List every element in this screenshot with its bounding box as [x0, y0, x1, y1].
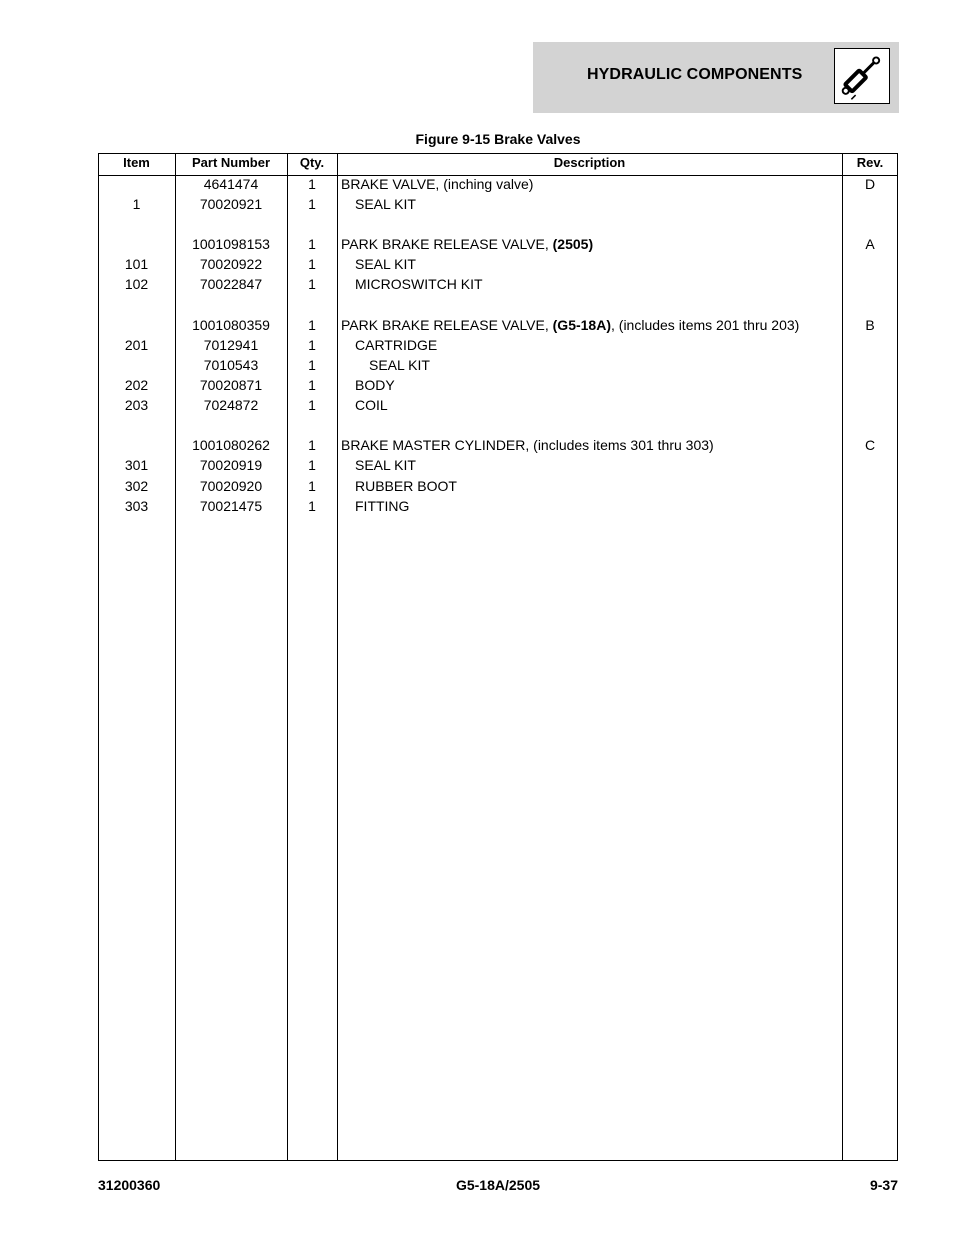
description-cell	[341, 395, 855, 415]
column-header-description: Description	[553, 155, 626, 170]
column-divider	[337, 153, 338, 1161]
qty-cell: 1	[308, 256, 316, 272]
qty-cell: 1	[308, 437, 316, 453]
table-row	[98, 455, 898, 475]
description-text: RUBBER BOOT	[355, 478, 457, 494]
qty-cell: 1	[308, 397, 316, 413]
description-text: MICROSWITCH KIT	[355, 276, 483, 292]
description-cell	[341, 274, 855, 294]
part-number-cell: 70022847	[199, 276, 263, 292]
qty-cell: 1	[308, 498, 316, 514]
part-number-cell: 70021475	[199, 498, 263, 514]
description-text: PARK BRAKE RELEASE VALVE,	[341, 317, 553, 333]
table-row	[98, 496, 898, 516]
part-number-cell: 7010543	[203, 357, 259, 373]
description-text: SEAL KIT	[355, 457, 416, 473]
description-text: SEAL KIT	[355, 256, 416, 272]
column-header-qty: Qty.	[299, 155, 325, 170]
table-row	[98, 194, 898, 214]
hydraulic-cylinder-icon	[834, 48, 890, 104]
description-cell	[341, 174, 841, 194]
item-cell: 102	[124, 276, 149, 292]
item-cell: 302	[124, 478, 149, 494]
footer-model: G5-18A/2505	[455, 1177, 541, 1193]
table-row	[98, 254, 898, 274]
part-number-cell: 1001080262	[192, 437, 270, 453]
part-number-cell: 70020871	[199, 377, 263, 393]
part-number-cell: 7024872	[203, 397, 259, 413]
description-cell	[341, 476, 855, 496]
part-number-cell: 1001098153	[192, 236, 270, 252]
qty-cell: 1	[308, 236, 316, 252]
description-text: BRAKE MASTER CYLINDER, (includes items 301 thru 303)	[341, 437, 714, 453]
table-row	[98, 315, 898, 335]
column-header-rev: Rev.	[856, 155, 884, 170]
description-suffix: , (includes items 201 thru 203)	[611, 317, 800, 333]
description-text: FITTING	[355, 498, 410, 514]
item-cell: 203	[124, 397, 149, 413]
description-cell	[341, 496, 855, 516]
part-number-cell: 70020922	[199, 256, 263, 272]
table-row	[98, 395, 898, 415]
qty-cell: 1	[308, 357, 316, 373]
item-cell: 201	[124, 337, 149, 353]
description-cell	[341, 234, 841, 254]
qty-cell: 1	[308, 478, 316, 494]
column-divider	[842, 153, 843, 1161]
part-number-cell: 4641474	[203, 176, 259, 192]
table-row	[98, 234, 898, 254]
column-divider	[175, 153, 176, 1161]
item-cell: 301	[124, 457, 149, 473]
item-cell: 202	[124, 377, 149, 393]
table-row	[98, 174, 898, 194]
item-cell: 101	[124, 256, 149, 272]
description-model-bold: (G5-18A)	[552, 317, 611, 333]
table-row	[98, 335, 898, 355]
column-header-item: Item	[123, 155, 150, 170]
part-number-cell: 70020919	[199, 457, 263, 473]
qty-cell: 1	[308, 457, 316, 473]
part-number-cell: 1001080359	[192, 317, 270, 333]
footer-document-number: 31200360	[98, 1177, 161, 1193]
qty-cell: 1	[308, 377, 316, 393]
part-number-cell: 70020920	[199, 478, 263, 494]
qty-cell: 1	[308, 317, 316, 333]
item-cell: 303	[124, 498, 149, 514]
description-cell	[341, 375, 855, 395]
description-cell	[341, 194, 855, 214]
rev-cell: A	[865, 236, 875, 252]
description-model-bold: (2505)	[552, 236, 594, 252]
table-row	[98, 435, 898, 455]
figure-title: Figure 9-15 Brake Valves	[415, 131, 581, 147]
qty-cell: 1	[308, 337, 316, 353]
description-text: SEAL KIT	[369, 357, 430, 373]
item-cell: 1	[132, 196, 141, 212]
parts-table	[98, 153, 898, 1161]
description-text: SEAL KIT	[355, 196, 416, 212]
qty-cell: 1	[308, 196, 316, 212]
description-cell	[341, 355, 869, 375]
footer-page-number: 9-37	[869, 1177, 898, 1193]
description-text: BODY	[355, 377, 395, 393]
section-title: HYDRAULIC COMPONENTS	[587, 66, 803, 83]
table-row	[98, 375, 898, 395]
hydraulic-cylinder-icon-graphic	[835, 49, 889, 103]
description-cell	[341, 335, 855, 355]
rev-cell: D	[864, 176, 876, 192]
table-row	[98, 355, 898, 375]
description-cell	[341, 254, 855, 274]
description-text: PARK BRAKE RELEASE VALVE,	[341, 236, 553, 252]
rev-cell: B	[865, 317, 875, 333]
description-text: COIL	[355, 397, 388, 413]
table-row	[98, 476, 898, 496]
description-cell	[341, 315, 841, 335]
qty-cell: 1	[308, 276, 316, 292]
description-text: CARTRIDGE	[355, 337, 438, 353]
table-row	[98, 274, 898, 294]
column-header-part-number: Part Number	[191, 155, 271, 170]
qty-cell: 1	[308, 176, 316, 192]
column-divider	[287, 153, 288, 1161]
rev-cell: C	[864, 437, 876, 453]
description-cell	[341, 455, 855, 475]
description-cell	[341, 435, 841, 455]
description-text: BRAKE VALVE, (inching valve)	[341, 176, 534, 192]
part-number-cell: 7012941	[203, 337, 259, 353]
part-number-cell: 70020921	[199, 196, 263, 212]
